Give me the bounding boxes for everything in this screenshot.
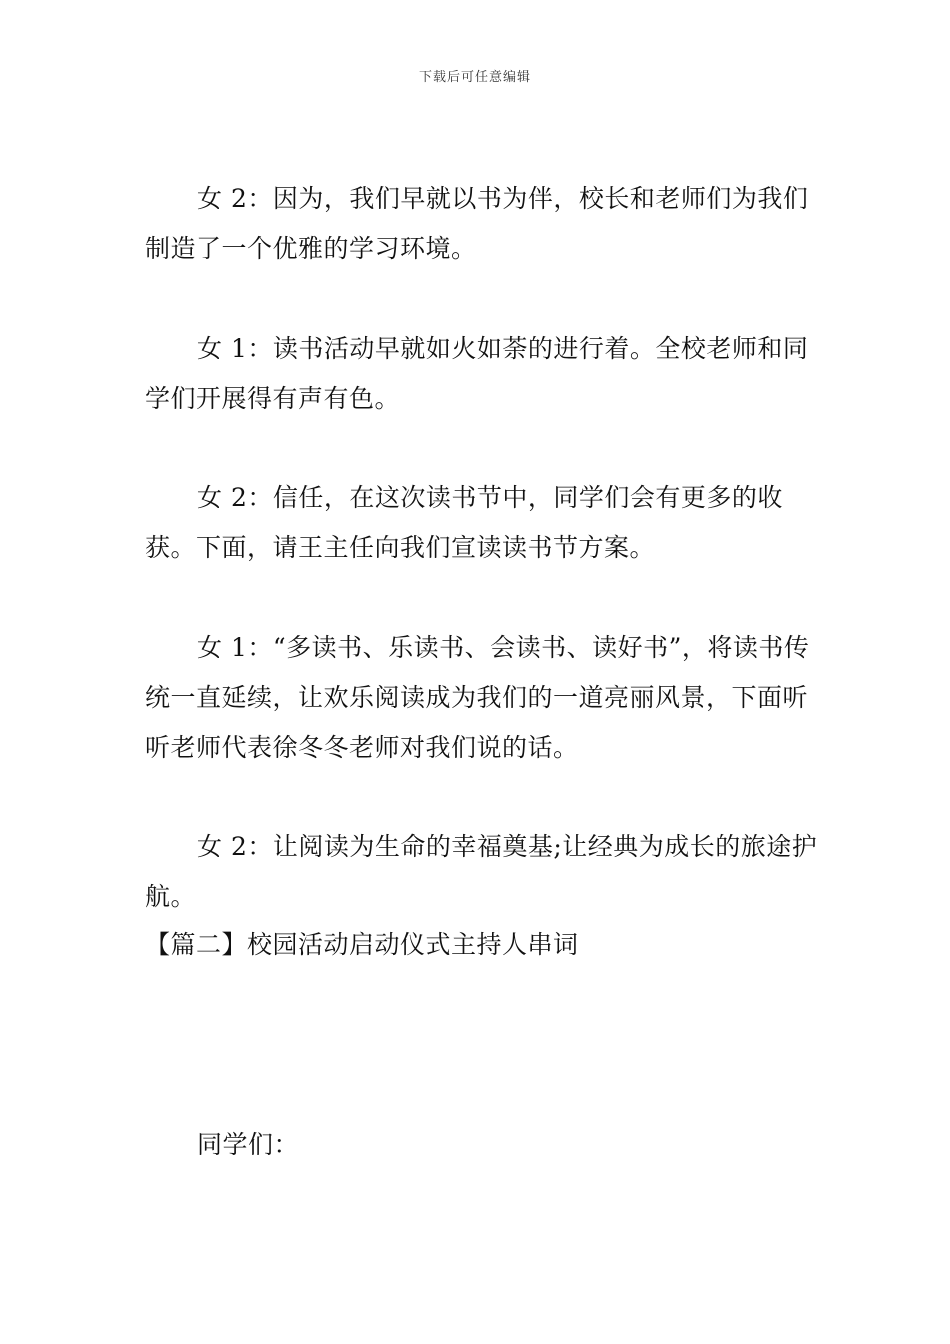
paragraph-2: 女 1：读书活动早就如火如荼的进行着。全校老师和同学们开展得有声有色。 [145, 334, 809, 413]
paragraph-3: 女 2：信任，在这次读书节中，同学们会有更多的收获。下面，请王主任向我们宣读读书节方案。 [145, 483, 783, 562]
header-note: 下载后可任意编辑 [418, 70, 531, 85]
paragraph-5: 女 2：让阅读为生命的幸福奠基;让经典为成长的旅途护航。 [145, 832, 818, 911]
greeting: 同学们： [197, 1130, 300, 1159]
paragraph-1: 女 2：因为，我们早就以书为伴，校长和老师们为我们制造了一个优雅的学习环境。 [145, 184, 809, 263]
section-heading: 【篇二】校园活动启动仪式主持人串词 [145, 930, 579, 959]
paragraph-4: 女 1：“多读书、乐读书、会读书、读好书”，将读书传统一直延续，让欢乐阅读成为我们的一道亮丽风景，下面听听老师代表徐冬冬老师对我们说的话。 [145, 633, 810, 762]
